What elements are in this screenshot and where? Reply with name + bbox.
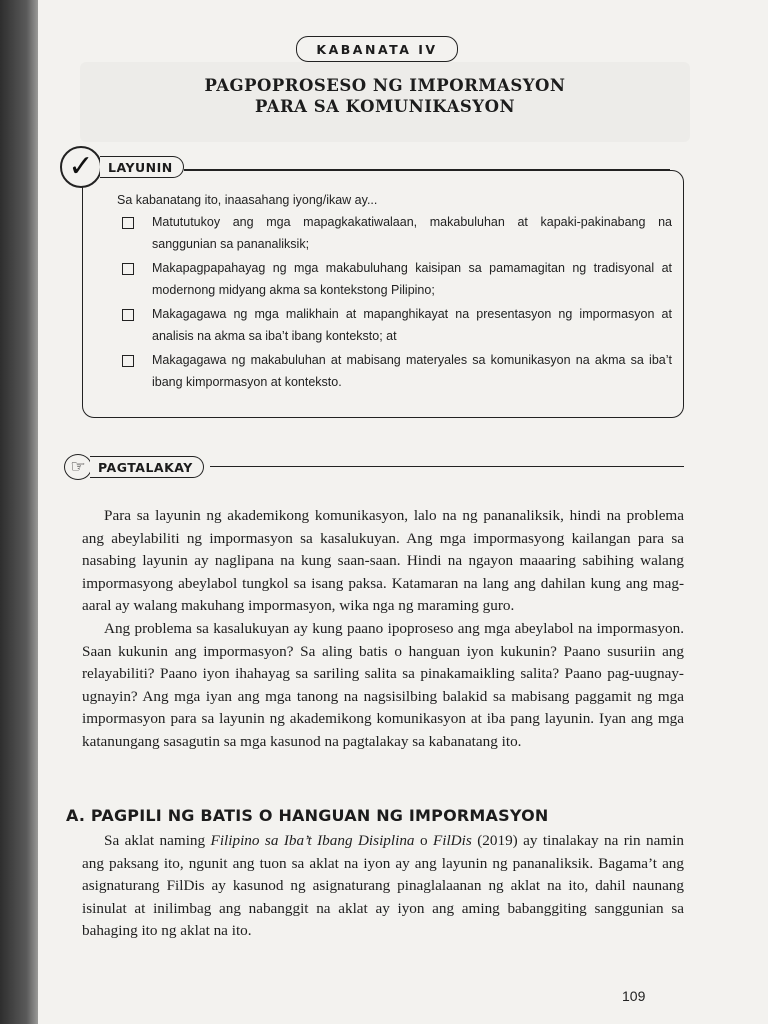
checkbox-icon xyxy=(122,355,134,367)
objective-text: Makagagawa ng mga malikhain at mapanghikayat na presentasyon ng impormasyon at analisis na akma sa iba’t ibang konteksto; at xyxy=(152,307,672,343)
section-body xyxy=(82,830,684,943)
objectives-list xyxy=(122,214,674,398)
discussion-header xyxy=(64,454,204,480)
discussion-header-rule xyxy=(210,466,684,467)
objectives-intro: Sa kabanatang ito, inaasahang iyong/ikaw ay... xyxy=(117,193,378,207)
objectives-header-rule xyxy=(180,169,670,170)
paragraph xyxy=(82,830,684,943)
objectives-label: LAYUNIN xyxy=(100,156,184,178)
objectives-header xyxy=(60,147,184,187)
objective-text: Makapagpapahayag ng mga makabuluhang kaisipan sa pamamagitan ng tradisyonal at modernong midyang akma sa kontekstong Pilipino; xyxy=(152,261,672,297)
text-run: (2019) ay tinalakay na rin namin ang paksang ito, ngunit ang tuon sa aklat na iyon ay ang layunin ng pananaliksik. Bagama’t ang asignaturang FilDis ay kasunod ng asignaturang pinaglalaanan ng aklat na ito, dahil naunang isinulat at inilimbag ang nabanggit na aklat ay iyon ang aming babanggiting sanggunian sa bahaging ito ng aklat na ito. xyxy=(82,832,685,940)
checkmark-icon: ✓ xyxy=(60,146,102,188)
list-item xyxy=(122,214,674,255)
checkbox-icon xyxy=(122,263,134,275)
objective-text: Matututukoy ang mga mapagkakatiwalaan, makabuluhan at kapaki-pakinabang na sanggunian sa pananaliksik; xyxy=(152,215,672,251)
list-item xyxy=(122,260,674,301)
list-item xyxy=(122,352,674,393)
paragraph: Para sa layunin ng akademikong komunikasyon, lalo na ng pananaliksik, hindi na problema ang abeylabiliti ng impormasyon sa kasalukuyan. Ang mga impormasyong kailangan para sa nasabing layunin ay naglipana na kung saan-saan. Hindi na ngayon maaaring sabihing walang impormasyong abeylabol tungkol sa isang paksa. Katamaran na lang ang dahilan kung ang mag-aaral ay walang makuhang impormasyon, wika nga ng maraming guro. xyxy=(82,507,684,615)
text-run: o xyxy=(414,832,433,849)
objective-text: Makagagawa ng makabuluhan at mabisang materyales sa komunikasyon na akma sa iba’t ibang kimpormasyon at konteksto. xyxy=(152,353,672,389)
book-title: Filipino sa Iba’t Ibang Disiplina xyxy=(210,832,415,849)
checkbox-icon xyxy=(122,309,134,321)
paragraph: Ang problema sa kasalukuyan ay kung paano ipoproseso ang mga abeylabol na impormasyon. Saan kukunin ang impormasyon? Sa aling batis o hanguan iyon kukunin? Paano susuriin ang relayabiliti? Paano iyon ihahayag sa sariling salita sa pinakamaikling salita? Paano pag-uugnay-ugnayin? Ang mga iyan ang mga tanong na nagsisilbing balakid sa mabisang paggamit ng mga impormasyon para sa layunin ng akademikong komunikasyon at iba pang layunin. Iyan ang mga katanungang sasagutin sa mga kasunod na pagtalakay sa kabanatang ito. xyxy=(82,619,684,750)
chapter-title-line-2: PARA SA KOMUNIKASYON xyxy=(254,97,516,116)
pointing-hand-icon: ☞ xyxy=(64,454,92,480)
chapter-label: KABANATA IV xyxy=(296,36,458,62)
page-number: 109 xyxy=(622,988,646,1004)
discussion-body xyxy=(82,505,684,754)
text-run: Sa aklat naming xyxy=(104,832,211,849)
section-heading: A. PAGPILI NG BATIS O HANGUAN NG IMPORMASYON xyxy=(66,806,549,825)
discussion-label: PAGTALAKAY xyxy=(90,456,204,478)
book-abbreviation: FilDis xyxy=(432,832,472,849)
chapter-title-line-1: PAGPOPROSESO NG IMPORMASYON xyxy=(204,76,566,95)
checkbox-icon xyxy=(122,217,134,229)
book-spine-shadow xyxy=(0,0,38,1024)
list-item xyxy=(122,306,674,347)
